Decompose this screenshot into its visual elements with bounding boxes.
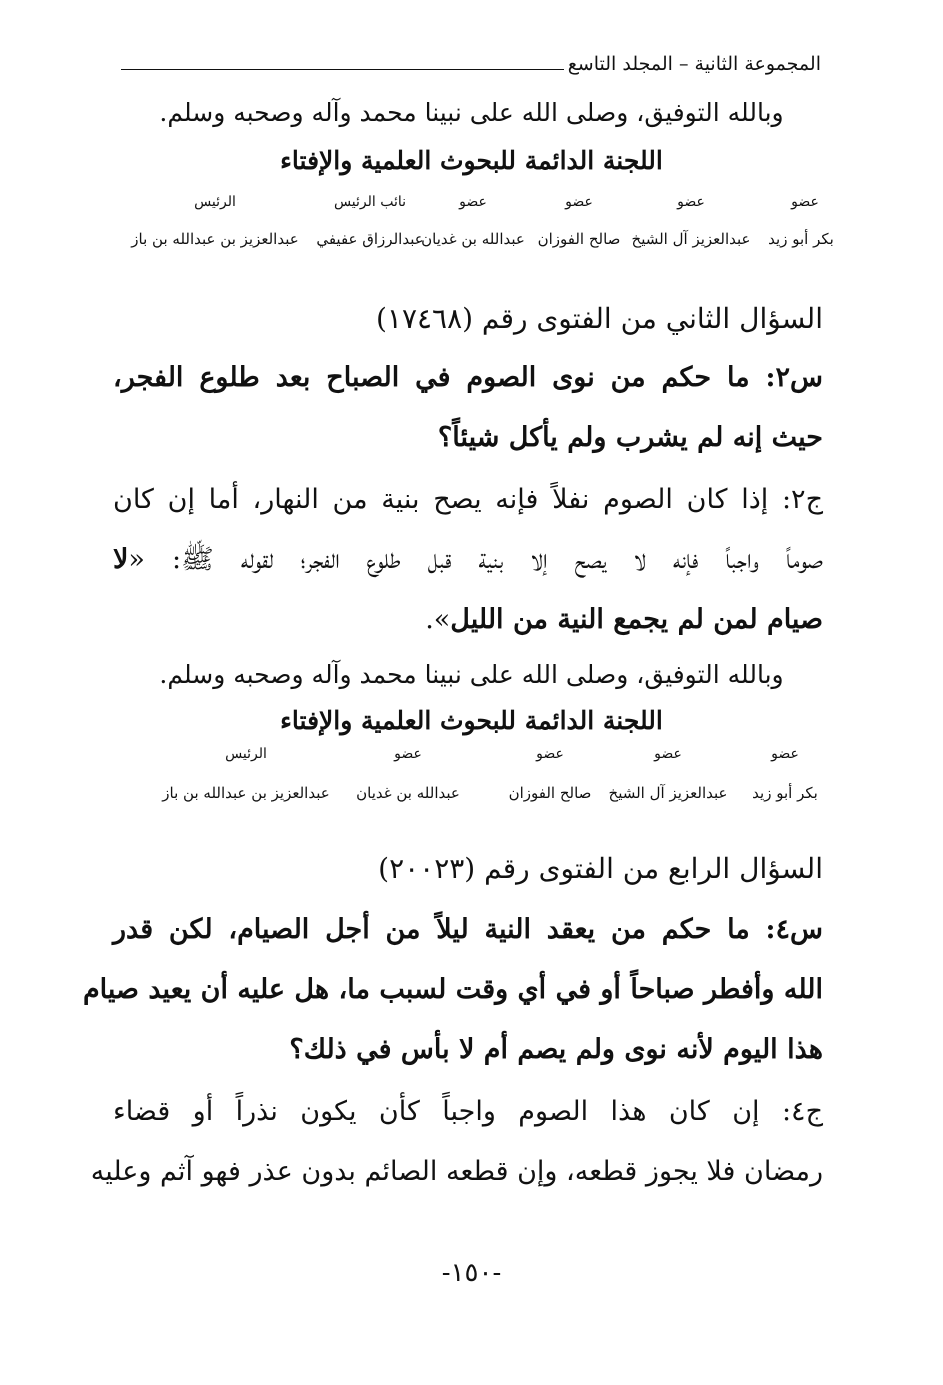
- fatwa-4-question-line-3: هذا اليوم لأنه نوى ولم يصم أم لا بأس في ذلك؟: [289, 1034, 823, 1065]
- fatwa-4-answer-line-1: ج٤: إن كان هذا الصوم واجباً كأن يكون نذراً أو قضاء: [113, 1096, 823, 1127]
- name-4: عبدالله بن غديان: [356, 784, 460, 802]
- header-rule: [121, 69, 564, 70]
- name-5: عبدالعزيز بن عبدالله بن باز: [162, 784, 330, 802]
- name-3: صالح الفوزان: [508, 784, 592, 802]
- fatwa-2-answer-line-1: ج٢: إذا كان الصوم نفلاً فإنه يصح بنية من النهار، أما إن كان: [113, 484, 823, 515]
- role-6: الرئيس: [194, 194, 236, 210]
- name-2: عبدالعزيز آل الشيخ: [631, 230, 751, 248]
- fatwa-2-title: السؤال الثاني من الفتوى رقم (١٧٤٦٨): [375, 302, 823, 335]
- hadith-text: صيام لمن لم يجمع النية من الليل: [450, 604, 823, 635]
- fatwa-2-answer-line-3: [425, 604, 823, 636]
- name-4: عبدالله بن غديان: [421, 230, 525, 248]
- closing-formula-2: وبالله التوفيق، وصلى الله على نبينا محمد وآله وصحبه وسلم.: [159, 660, 784, 689]
- committee-name-1: اللجنة الدائمة للبحوث العلمية والإفتاء: [280, 146, 663, 175]
- hadith-close: ».: [425, 604, 451, 635]
- fatwa-4-title: السؤال الرابع من الفتوى رقم (٢٠٠٢٣): [378, 852, 823, 885]
- name-6: عبدالعزيز بن عبدالله بن باز: [131, 230, 299, 248]
- name-5: عبدالرزاق عفيفي: [316, 230, 424, 248]
- role-3: عضو: [536, 746, 564, 762]
- fatwa-4-answer-line-2: رمضان فلا يجوز قطعه، وإن قطعه الصائم بدون عذر فهو آثم وعليه: [90, 1156, 823, 1187]
- fatwa-2-question-line-2: حيث إنه لم يشرب ولم يأكل شيئاً؟: [437, 422, 823, 453]
- role-3: عضو: [565, 194, 593, 210]
- role-4: عضو: [459, 194, 487, 210]
- signatory-roles-1: [103, 194, 823, 222]
- name-1: بكر أبو زيد: [768, 230, 834, 248]
- running-header: [121, 46, 821, 78]
- role-5: نائب الرئيس: [333, 194, 407, 210]
- page-number: -١٥٠-: [441, 1258, 502, 1288]
- fatwa-2-question-line-1: س٢: ما حكم من نوى الصوم في الصباح بعد طلوع الفجر،: [113, 362, 823, 393]
- answer-text: صوماً واجباً فإنه لا يصح إلا بنية قبل طلوع الفجر؛ لقوله ﷺ: «: [128, 544, 823, 575]
- running-title: المجموعة الثانية – المجلد التاسع: [567, 53, 821, 75]
- closing-formula-1: وبالله التوفيق، وصلى الله على نبينا محمد وآله وصحبه وسلم.: [159, 98, 784, 127]
- hadith-start: لا: [113, 544, 129, 575]
- role-5: الرئيس: [225, 746, 267, 762]
- name-2: عبدالعزيز آل الشيخ: [608, 784, 728, 802]
- signatory-roles-2: [103, 746, 823, 774]
- signatory-names-1: [103, 230, 834, 258]
- signatory-names-2: [103, 784, 823, 812]
- name-3: صالح الفوزان: [537, 230, 621, 248]
- role-4: عضو: [394, 746, 422, 762]
- role-2: عضو: [654, 746, 682, 762]
- committee-name-2: اللجنة الدائمة للبحوث العلمية والإفتاء: [280, 706, 663, 735]
- role-1: عضو: [771, 746, 799, 762]
- name-1: بكر أبو زيد: [752, 784, 818, 802]
- fatwa-2-answer-line-2: [113, 544, 823, 576]
- role-1: عضو: [791, 194, 819, 210]
- fatwa-4-question-line-2: الله وأفطر صباحاً أو في أي وقت لسبب ما، هل عليه أن يعيد صيام: [82, 974, 823, 1005]
- fatwa-4-question-line-1: س٤: ما حكم من يعقد النية ليلاً من أجل الصيام، لكن قدر: [113, 914, 823, 945]
- role-2: عضو: [677, 194, 705, 210]
